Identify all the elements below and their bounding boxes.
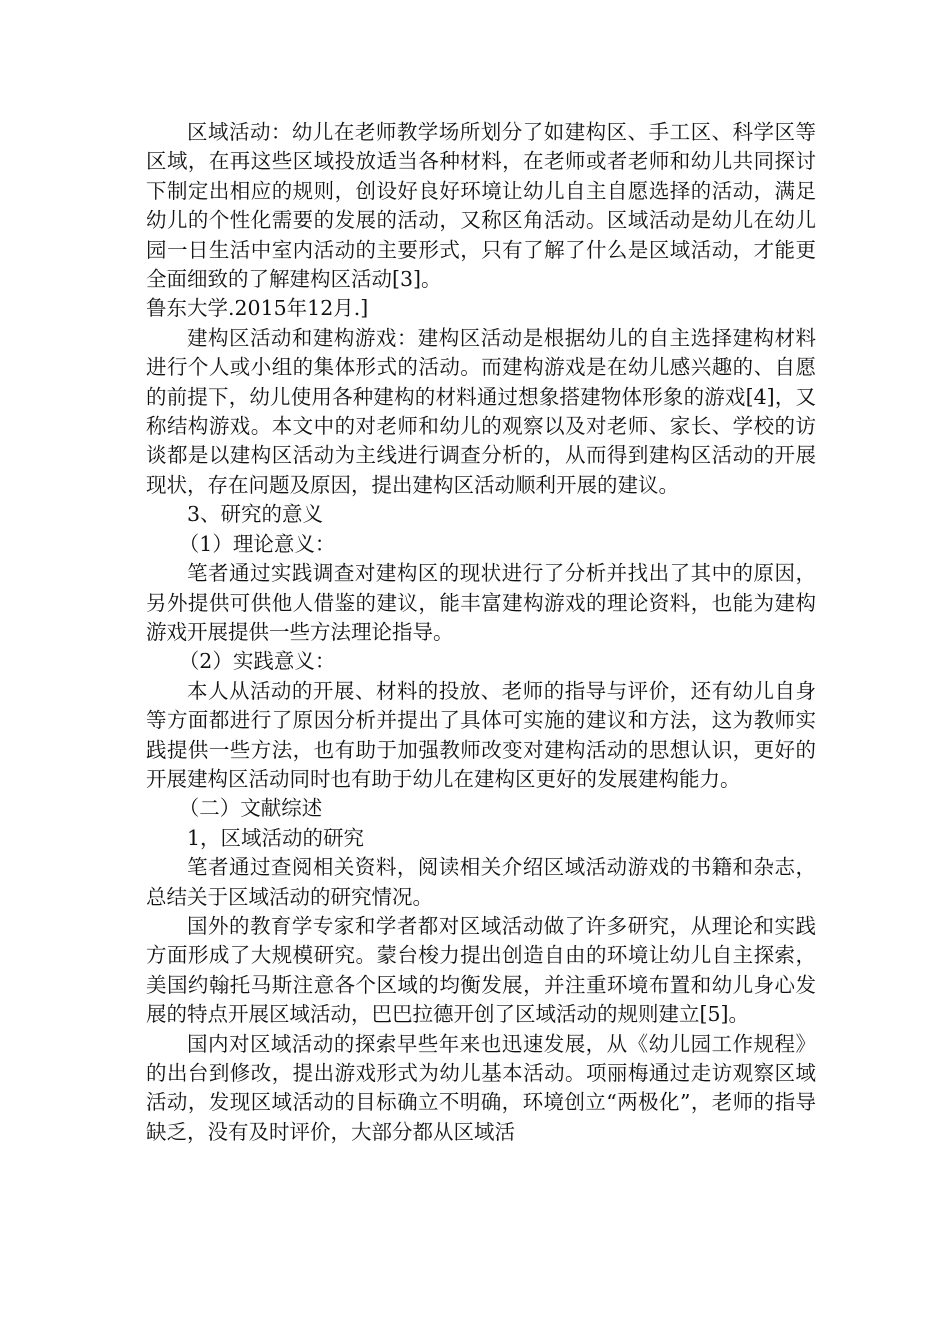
paragraph-citation-fragment: 鲁东大学.2015年12月.] (146, 296, 369, 321)
document-page (146, 118, 816, 1147)
paragraph-practical-significance: 本人从活动的开展、材料的投放、老师的指导与评价，还有幼儿自身等方面都进行了原因分析并提出了具体可实施的建议和方法，这为教师实践提供一些方法，也有助于加强教师改变对建构活动的思想认识，更好的开展建构区活动同时也有助于幼儿在建构区更好的发展建构能力。 (146, 678, 816, 791)
section-heading-literature-review: （二）文献综述 (178, 796, 323, 821)
subheading-regional-activity-research: 1，区域活动的研究 (187, 825, 365, 850)
paragraph-construction-activity-definition: 建构区活动和建构游戏：建构区活动是根据幼儿的自主选择建构材料进行个人或小组的集体形式的活动。而建构游戏是在幼儿感兴趣的、自愿的前提下，幼儿使用各种建构的材料通过想象搭建物体形象的游戏[4]，又称结构游戏。本文中的对老师和幼儿的观察以及对老师、家长、学校的访谈都是以建构区活动为主线进行调查分析的，从而得到建构区活动的开展现状，存在问题及原因，提出建构区活动顺利开展的建议。 (146, 325, 816, 497)
subheading-practical-significance: （2）实践意义： (178, 649, 336, 674)
paragraph-literature-method: 笔者通过查阅相关资料，阅读相关介绍区域活动游戏的书籍和杂志，总结关于区域活动的研究情况。 (146, 855, 816, 909)
subheading-theoretical-significance: （1）理论意义： (178, 531, 336, 556)
paragraph-foreign-research: 国外的教育学专家和学者都对区域活动做了许多研究，从理论和实践方面形成了大规模研究。蒙台梭力提出创造自由的环境让幼儿自主探索，美国约翰托马斯注意各个区域的均衡发展，并注重环境布置和幼儿身心发展的特点开展区域活动，巴巴拉德开创了区域活动的规则建立[5]。 (146, 913, 816, 1027)
paragraph-regional-activity-definition: 区域活动：幼儿在老师教学场所划分了如建构区、手工区、科学区等区域，在再这些区域投放适当各种材料，在老师或者老师和幼儿共同探讨下制定出相应的规则，创设好良好环境让幼儿自主自愿选择的活动，满足幼儿的个性化需要的发展的活动，又称区角活动。区域活动是幼儿在幼儿园一日生活中室内活动的主要形式，只有了解了什么是区域活动，才能更全面细致的了解建构区活动[3]。 (146, 120, 816, 292)
paragraph-domestic-research: 国内对区域活动的探索早些年来也迅速发展，从《幼儿园工作规程》的出台到修改，提出游戏形式为幼儿基本活动。项丽梅通过走访观察区域活动，发现区域活动的目标确立不明确，环境创立“两极化”，老师的指导缺乏，没有及时评价，大部分都从区域活 (146, 1031, 816, 1144)
paragraph-theoretical-significance: 笔者通过实践调查对建构区的现状进行了分析并找出了其中的原因，另外提供可供他人借鉴的建议，能丰富建构游戏的理论资料，也能为建构游戏开展提供一些方法理论指导。 (146, 561, 816, 644)
section-heading-research-significance: 3、研究的意义 (187, 502, 324, 527)
